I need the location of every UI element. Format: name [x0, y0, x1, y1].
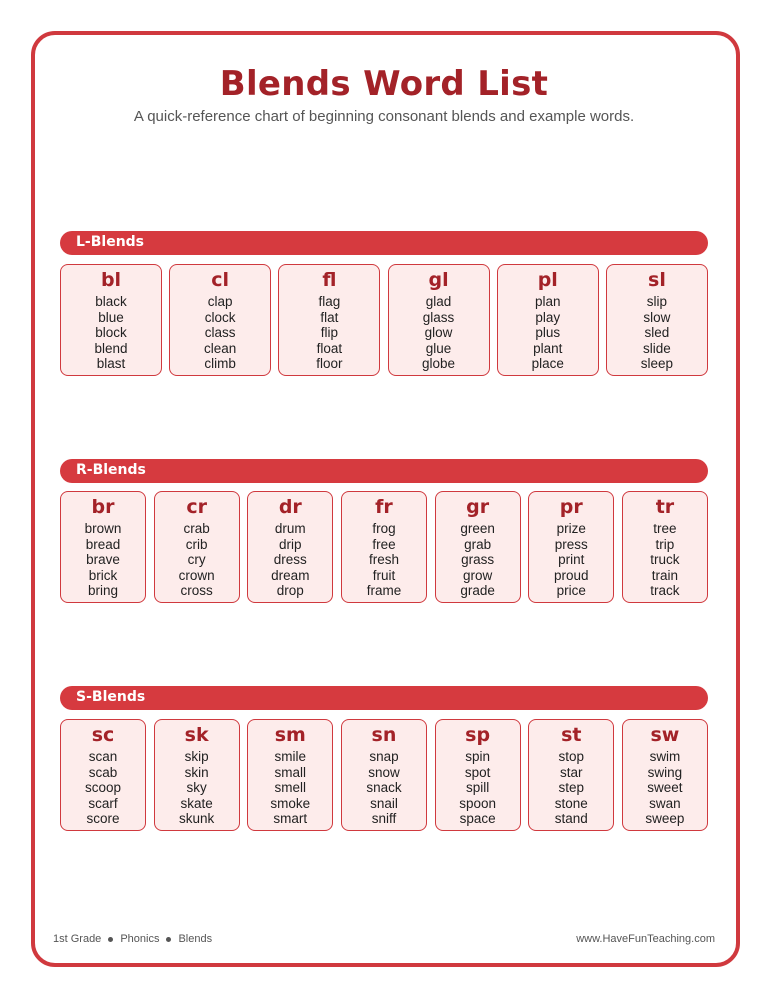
blend-label: fr — [375, 496, 393, 518]
example-word: frog — [372, 521, 396, 536]
example-word: class — [204, 325, 236, 340]
example-word: slow — [643, 309, 671, 325]
word-list — [179, 749, 214, 827]
blend-card-sp — [435, 719, 521, 831]
example-word: swing — [647, 764, 683, 780]
word-list — [270, 749, 310, 827]
card-row-l-blends — [60, 264, 708, 376]
example-word: scarf — [88, 795, 118, 811]
section-header-r-blends — [60, 459, 708, 483]
footer-tag-subject: Phonics — [120, 933, 160, 945]
blend-label: sl — [648, 269, 666, 291]
bullet-icon — [108, 937, 113, 942]
example-word: trip — [655, 536, 675, 552]
section-heading: R-Blends — [76, 462, 146, 478]
example-word: train — [651, 567, 679, 583]
blend-card-sn — [341, 719, 427, 831]
blend-label: sn — [371, 724, 397, 746]
blend-label: sc — [91, 724, 115, 746]
blend-label: sm — [274, 724, 306, 746]
word-list — [554, 521, 589, 599]
example-word: fresh — [368, 552, 399, 567]
example-word: sky — [186, 780, 207, 795]
example-word: smell — [274, 780, 307, 795]
example-word: spill — [465, 780, 490, 795]
example-word: proud — [554, 567, 589, 583]
blend-label: fl — [322, 269, 337, 291]
example-word: drum — [274, 521, 306, 536]
example-word: place — [531, 356, 564, 371]
blend-card-fl — [278, 264, 380, 376]
word-list — [179, 521, 215, 599]
blend-card-fr — [341, 491, 427, 603]
card-row-r-blends — [60, 491, 708, 603]
blend-card-dr — [247, 491, 333, 603]
example-word: smile — [274, 749, 307, 764]
page-title: Blends Word List — [219, 64, 549, 104]
example-word: spoon — [459, 795, 497, 811]
example-word: flip — [320, 325, 338, 340]
example-word: skip — [184, 749, 209, 764]
example-word: space — [459, 811, 496, 826]
example-word: climb — [204, 356, 236, 371]
blend-label: pl — [537, 269, 558, 291]
example-word: price — [556, 583, 586, 598]
example-word: glad — [425, 294, 452, 309]
example-word: scan — [88, 749, 118, 764]
example-word: plus — [535, 325, 561, 340]
section-heading: L-Blends — [76, 234, 145, 250]
blend-label: st — [561, 724, 582, 746]
example-word: skate — [180, 795, 213, 811]
example-word: smoke — [270, 795, 311, 811]
example-word: fruit — [372, 567, 396, 583]
example-word: glow — [424, 325, 453, 340]
example-word: free — [372, 536, 396, 552]
example-word: brick — [88, 567, 118, 583]
word-list — [367, 521, 402, 599]
word-list — [459, 749, 496, 827]
blend-label: cl — [211, 269, 230, 291]
example-word: star — [560, 764, 583, 780]
word-list — [650, 521, 679, 599]
example-word: stone — [554, 795, 588, 811]
footer-tag-grade: 1st Grade — [53, 933, 102, 945]
example-word: glass — [422, 309, 455, 325]
example-word: stand — [554, 811, 588, 826]
example-word: swan — [649, 795, 681, 811]
example-word: clap — [207, 294, 233, 309]
example-word: truck — [650, 552, 680, 567]
blend-card-br — [60, 491, 146, 603]
blend-card-gl — [388, 264, 490, 376]
blend-card-pl — [497, 264, 599, 376]
word-list — [555, 749, 588, 827]
example-word: prize — [556, 521, 586, 536]
section-heading: S-Blends — [76, 689, 146, 705]
example-word: blast — [96, 356, 126, 371]
example-word: play — [535, 309, 561, 325]
example-word: crab — [183, 521, 210, 536]
example-word: crib — [185, 536, 208, 552]
page-subtitle: A quick-reference chart of beginning consonant blends and example words. — [133, 108, 635, 125]
example-word: dress — [273, 552, 307, 567]
blend-card-sw — [622, 719, 708, 831]
blend-label: sw — [650, 724, 680, 746]
blend-card-sc — [60, 719, 146, 831]
blend-label: gl — [428, 269, 449, 291]
word-list — [85, 521, 122, 599]
blend-label: sk — [184, 724, 209, 746]
example-word: flat — [320, 309, 339, 325]
example-word: snow — [368, 764, 400, 780]
example-word: sled — [644, 325, 670, 340]
footer-tags — [53, 933, 212, 945]
word-list — [94, 294, 127, 372]
example-word: snail — [370, 795, 398, 811]
example-word: track — [650, 583, 680, 598]
example-word: stop — [558, 749, 585, 764]
blend-card-st — [528, 719, 614, 831]
example-word: green — [460, 521, 495, 536]
example-word: frame — [366, 583, 402, 598]
word-list — [645, 749, 684, 827]
example-word: sweet — [647, 780, 683, 795]
example-word: brave — [86, 552, 120, 567]
example-word: snack — [366, 780, 402, 795]
example-word: score — [86, 811, 120, 826]
example-word: crown — [178, 567, 215, 583]
example-word: grab — [464, 536, 492, 552]
bullet-icon — [166, 937, 171, 942]
example-word: clean — [204, 340, 237, 356]
blend-label: tr — [655, 496, 675, 518]
word-list — [271, 521, 309, 599]
example-word: sniff — [371, 811, 397, 826]
blend-label: gr — [466, 496, 490, 518]
example-word: brown — [84, 521, 122, 536]
example-word: blend — [94, 340, 128, 356]
footer-tag-topic: Blends — [178, 933, 213, 945]
example-word: spot — [464, 764, 491, 780]
blend-card-tr — [622, 491, 708, 603]
blend-card-gr — [435, 491, 521, 603]
example-word: drop — [276, 583, 304, 598]
card-row-s-blends — [60, 719, 708, 831]
blend-label: sp — [465, 724, 491, 746]
example-word: blue — [98, 309, 124, 325]
example-word: bread — [85, 536, 121, 552]
blend-card-sk — [154, 719, 240, 831]
example-word: step — [558, 780, 585, 795]
example-word: scoop — [84, 780, 122, 795]
example-word: float — [316, 340, 343, 356]
blend-label: cr — [186, 496, 207, 518]
example-word: snap — [369, 749, 399, 764]
word-list — [366, 749, 401, 827]
example-word: spin — [465, 749, 490, 764]
blend-label: pr — [559, 496, 583, 518]
word-list — [204, 294, 236, 372]
example-word: cry — [187, 552, 206, 567]
example-word: block — [95, 325, 127, 340]
word-list — [460, 521, 495, 599]
blend-card-pr — [528, 491, 614, 603]
example-word: plan — [534, 294, 561, 309]
example-word: skunk — [179, 811, 215, 826]
word-list — [316, 294, 342, 372]
example-word: sweep — [645, 811, 685, 826]
example-word: grass — [461, 552, 495, 567]
word-list — [422, 294, 455, 372]
example-word: skin — [184, 764, 209, 780]
example-word: clock — [204, 309, 236, 325]
example-word: grow — [462, 567, 493, 583]
example-word: slip — [646, 294, 668, 309]
example-word: floor — [316, 356, 343, 371]
example-word: smart — [273, 811, 308, 826]
example-word: glue — [425, 340, 452, 356]
blend-card-bl — [60, 264, 162, 376]
word-list — [532, 294, 564, 372]
example-word: cross — [180, 583, 213, 598]
example-word: scab — [88, 764, 118, 780]
blend-card-cr — [154, 491, 240, 603]
blend-card-sm — [247, 719, 333, 831]
blend-label: bl — [100, 269, 122, 291]
example-word: tree — [653, 521, 677, 536]
example-word: globe — [422, 356, 456, 371]
example-word: dream — [271, 567, 310, 583]
example-word: drip — [279, 536, 302, 552]
example-word: plant — [533, 340, 563, 356]
example-word: small — [274, 764, 307, 780]
section-header-l-blends — [60, 231, 708, 255]
example-word: swim — [649, 749, 681, 764]
section-header-s-blends — [60, 686, 708, 710]
example-word: bring — [87, 583, 119, 598]
example-word: print — [558, 552, 585, 567]
blend-card-sl — [606, 264, 708, 376]
blend-label: dr — [278, 496, 302, 518]
example-word: slide — [643, 340, 671, 356]
blend-label: br — [91, 496, 115, 518]
example-word: press — [554, 536, 588, 552]
word-list — [85, 749, 121, 827]
example-word: sleep — [640, 356, 674, 371]
example-word: grade — [460, 583, 495, 598]
word-list — [641, 294, 673, 372]
blend-card-cl — [169, 264, 271, 376]
example-word: flag — [318, 294, 341, 309]
example-word: black — [95, 294, 127, 309]
footer-website: www.HaveFunTeaching.com — [576, 933, 715, 945]
